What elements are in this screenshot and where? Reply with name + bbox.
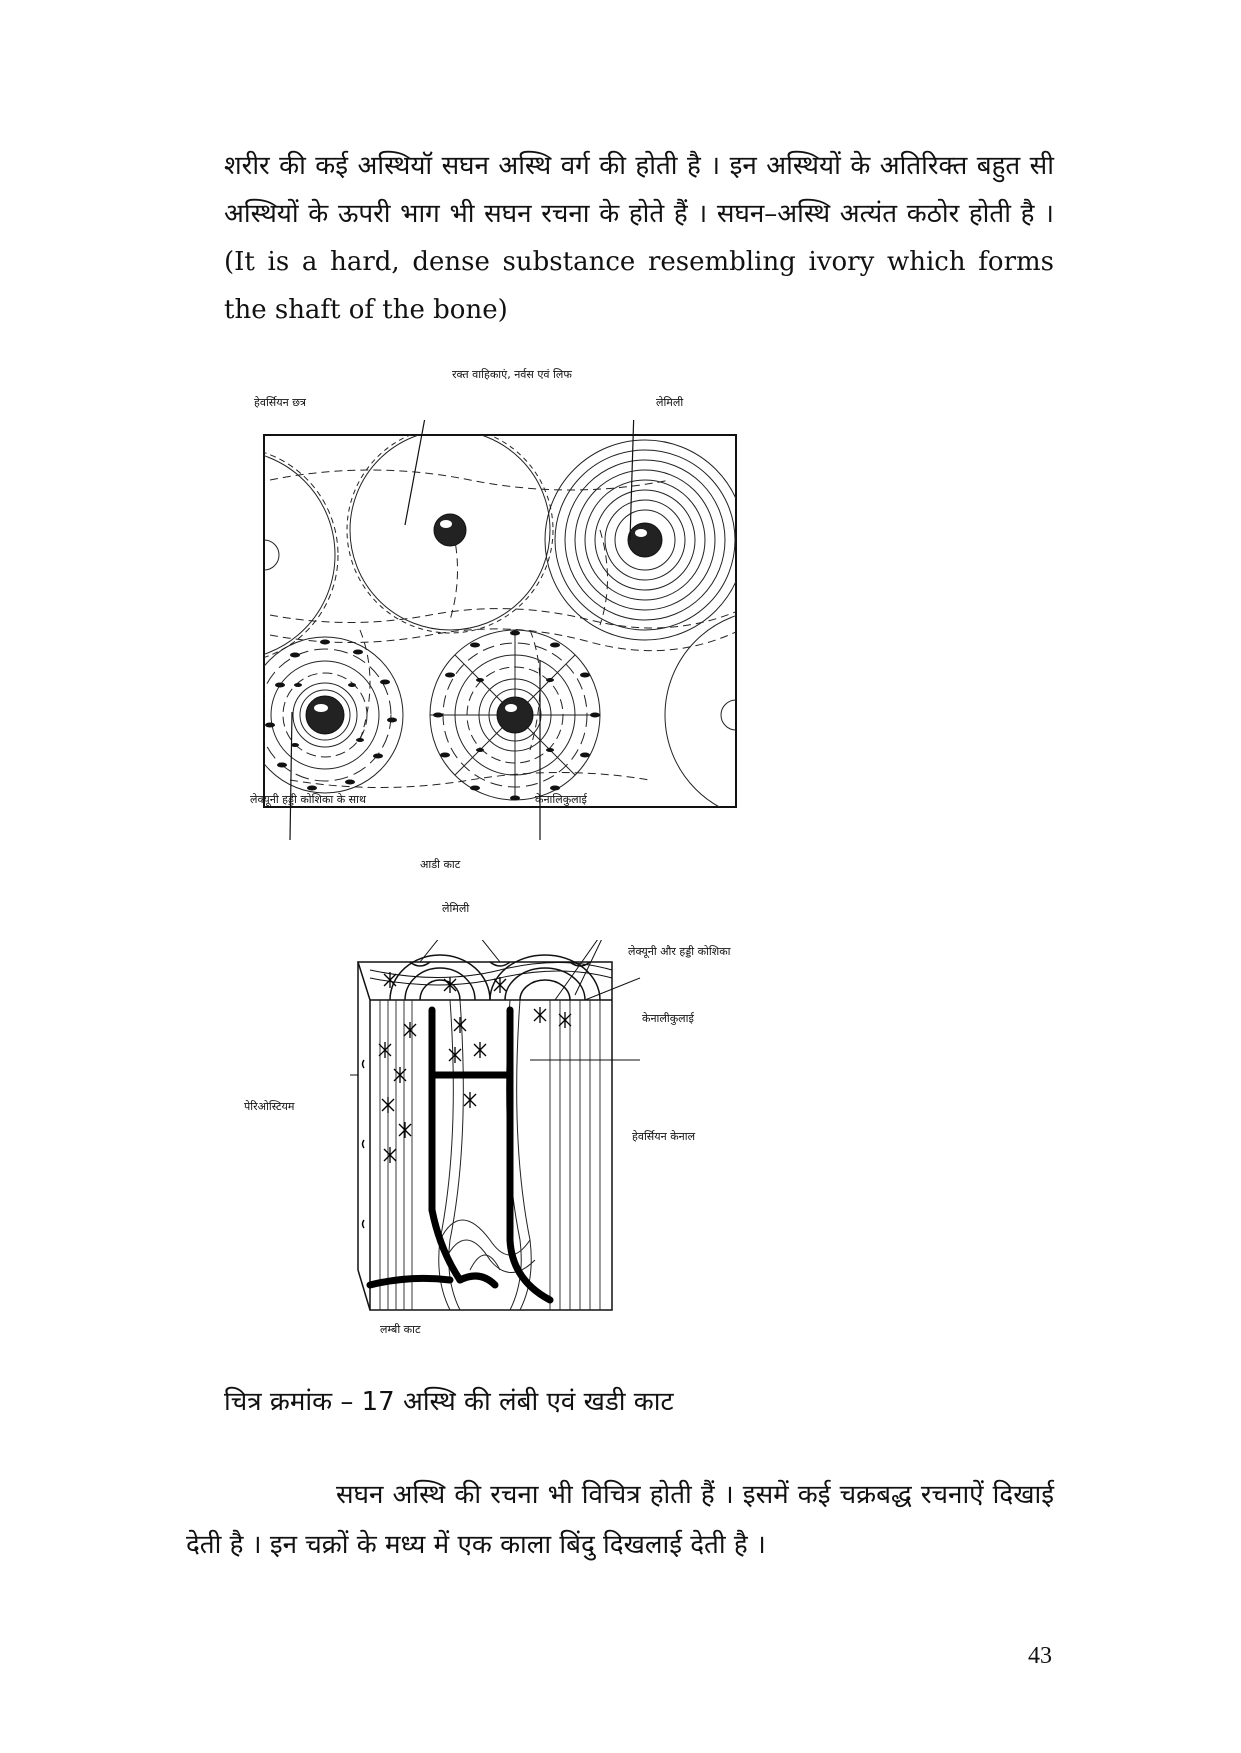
label-canaliculi: केनालिकुलाई xyxy=(535,793,587,806)
caption-long-section: लम्बी काट xyxy=(380,1323,421,1336)
label-lamellae-long: लेमिली xyxy=(442,902,470,915)
label-haversian-canal: हेवर्सियन केनाल xyxy=(632,1130,696,1143)
paragraph-bottom: सघन अस्थि की रचना भी विचित्र होती हैं । इसमें कई चक्रबद्ध रचनाऐं दिखाई देती है । इन चक्रों के मध्य में एक काला बिंदु दिखलाई देती है । xyxy=(186,1480,1054,1560)
label-haversian-top: हेवर्सियन छत्र xyxy=(254,396,307,409)
page-number: 43 xyxy=(1028,1643,1052,1669)
label-periosteum: पेरिओस्टियम xyxy=(244,1100,295,1113)
paragraph-top: शरीर की कई अस्थियॉ सघन अस्थि वर्ग की होती है । इन अस्थियों के अतिरिक्त बहुत सी अस्थियों के ऊपरी भाग भी सघन रचना के होते हैं । सघन–अस्थि अत्यंत कठोर होती है । (It is a hard, dense substance resembling ivory which forms the shaft of the bone) xyxy=(224,151,1054,325)
caption-cross-section: आडी काट xyxy=(420,858,461,871)
label-blood-vessels: रक्त वाहिकाएं, नर्वस एवं लिफ xyxy=(452,368,572,381)
figure-caption: चित्र क्रमांक – 17 अस्थि की लंबी एवं खडी काट xyxy=(224,1387,674,1417)
cross-section-diagram xyxy=(250,420,770,840)
label-canaliculi-long: केनालीकुलाई xyxy=(642,1012,694,1025)
label-lacunae: लेक्यूनी हड्डी कोशिका के साथ xyxy=(250,793,366,806)
label-lacunae-long: लेक्यूनी और हड्डी कोशिका xyxy=(628,945,731,958)
label-lamellae-top: लेमिली xyxy=(656,396,684,409)
